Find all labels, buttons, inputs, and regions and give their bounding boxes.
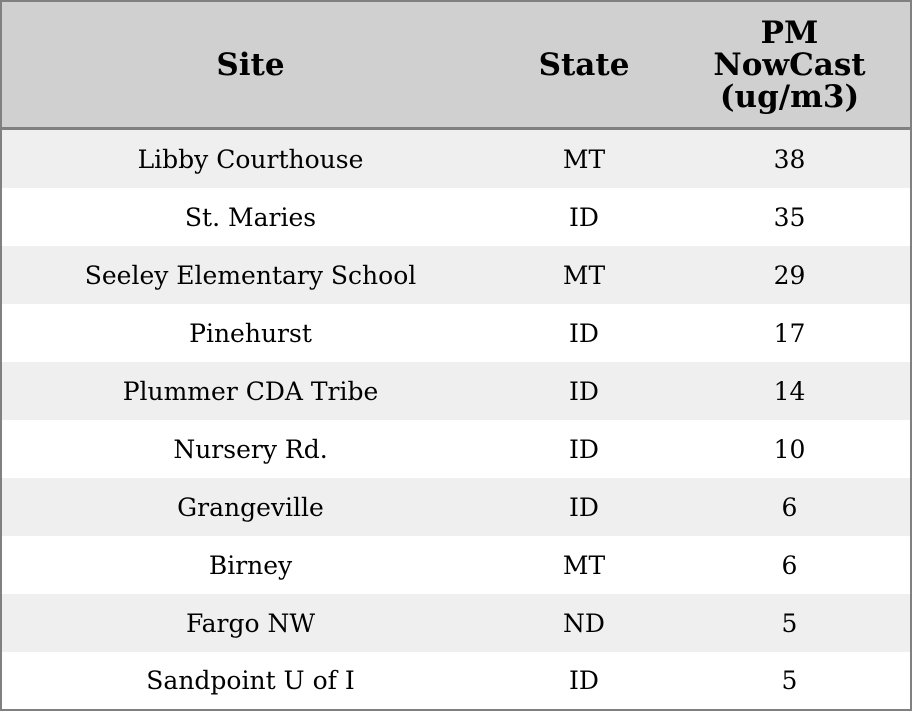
table-row	[2, 420, 910, 478]
table-row	[2, 594, 910, 652]
table-row	[2, 536, 910, 594]
cell-state: ID	[499, 420, 669, 478]
column-header-pm-line-2: NowCast	[713, 46, 866, 83]
table-row	[2, 362, 910, 420]
cell-site: Libby Courthouse	[2, 129, 499, 189]
table-row	[2, 304, 910, 362]
table-body	[2, 129, 910, 710]
table-row	[2, 478, 910, 536]
cell-site: Plummer CDA Tribe	[2, 362, 499, 420]
column-header-pm-line-3: (ug/m3)	[719, 78, 860, 115]
cell-pm-nowcast: 17	[669, 304, 910, 362]
cell-site: St. Maries	[2, 188, 499, 246]
cell-site: Nursery Rd.	[2, 420, 499, 478]
column-header-pm-nowcast	[669, 2, 910, 129]
cell-pm-nowcast: 5	[669, 652, 910, 709]
cell-state: ID	[499, 304, 669, 362]
column-header-site: Site	[2, 2, 499, 129]
table-header	[2, 2, 910, 129]
cell-state: MT	[499, 536, 669, 594]
cell-pm-nowcast: 35	[669, 188, 910, 246]
cell-state: MT	[499, 246, 669, 304]
cell-site: Pinehurst	[2, 304, 499, 362]
cell-pm-nowcast: 6	[669, 478, 910, 536]
table-row	[2, 246, 910, 304]
cell-state: ID	[499, 652, 669, 709]
cell-pm-nowcast: 6	[669, 536, 910, 594]
pm-nowcast-table	[2, 2, 910, 709]
cell-state: ID	[499, 188, 669, 246]
column-header-state: State	[499, 2, 669, 129]
header-row	[2, 2, 910, 129]
cell-pm-nowcast: 5	[669, 594, 910, 652]
table-row	[2, 129, 910, 189]
cell-pm-nowcast: 10	[669, 420, 910, 478]
cell-state: ND	[499, 594, 669, 652]
table-row	[2, 188, 910, 246]
cell-state: MT	[499, 129, 669, 189]
table-row	[2, 652, 910, 709]
cell-pm-nowcast: 29	[669, 246, 910, 304]
cell-pm-nowcast: 38	[669, 129, 910, 189]
cell-state: ID	[499, 362, 669, 420]
cell-site: Grangeville	[2, 478, 499, 536]
cell-site: Birney	[2, 536, 499, 594]
cell-site: Fargo NW	[2, 594, 499, 652]
cell-site: Sandpoint U of I	[2, 652, 499, 709]
cell-state: ID	[499, 478, 669, 536]
cell-pm-nowcast: 14	[669, 362, 910, 420]
column-header-pm-line-1: PM	[760, 14, 819, 51]
cell-site: Seeley Elementary School	[2, 246, 499, 304]
